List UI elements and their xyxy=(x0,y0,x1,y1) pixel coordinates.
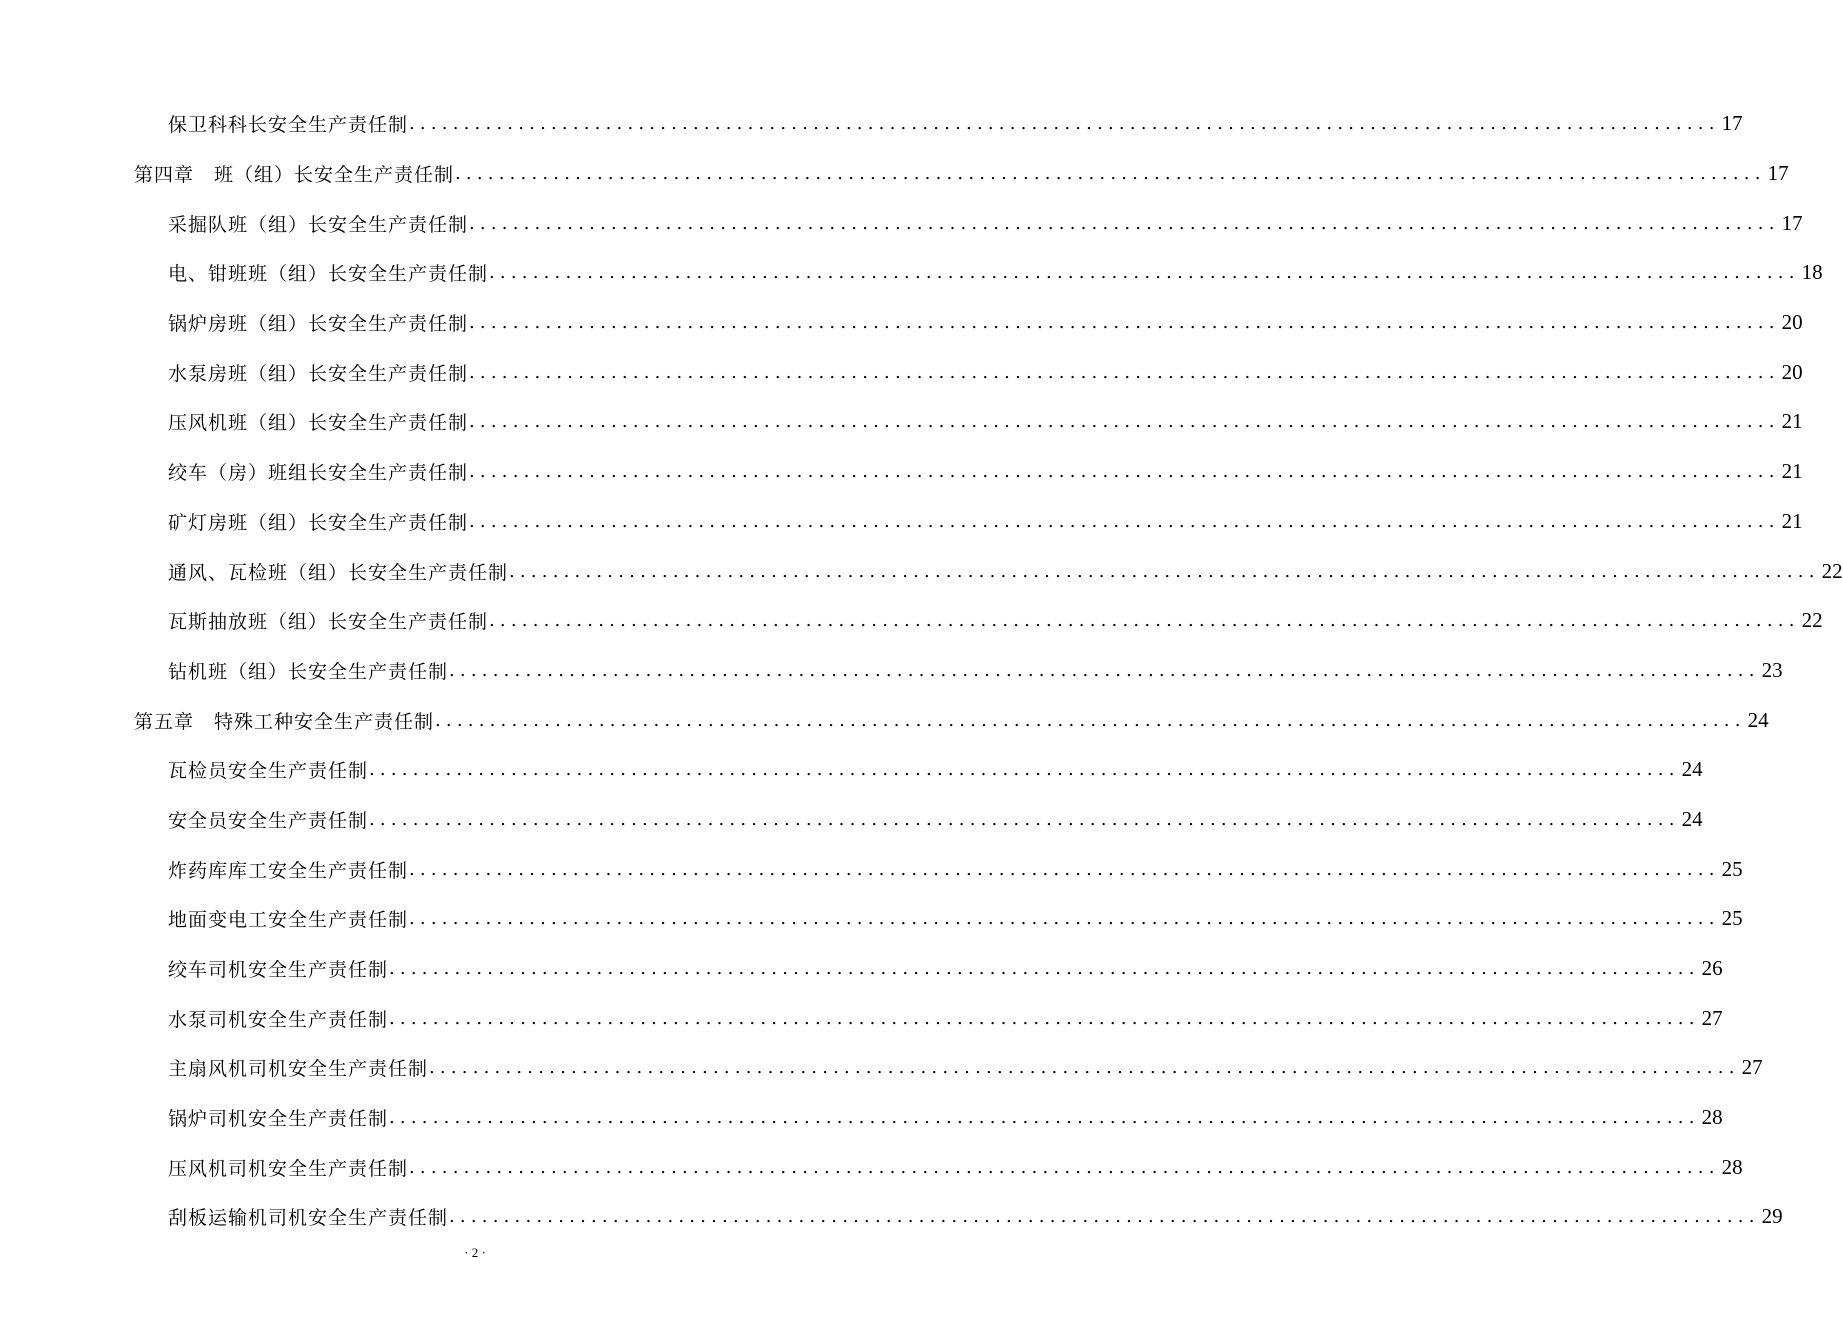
toc-dot-leader: ........................................................................................................................ xyxy=(509,560,1820,582)
toc-entry-page-number: 24 xyxy=(1681,806,1703,831)
toc-dot-leader: ........................................................................................................................ xyxy=(469,411,1780,433)
toc-entry-line xyxy=(134,695,1769,745)
toc-entry-title: 安全员安全生产责任制 xyxy=(168,809,369,832)
toc-dot-leader: ........................................................................................................................ xyxy=(435,709,1746,731)
toc-entry-page-number: 22 xyxy=(1821,558,1843,583)
toc-entry-title: 绞车（房）班组长安全生产责任制 xyxy=(168,462,469,485)
toc-entry-page-number: 24 xyxy=(1747,707,1769,732)
toc-dot-leader: ........................................................................................................................ xyxy=(469,361,1780,383)
toc-entry-line xyxy=(168,198,1803,248)
toc-entry-title: 水泵房班（组）长安全生产责任制 xyxy=(168,362,469,385)
toc-dot-leader: ........................................................................................................................ xyxy=(489,262,1800,284)
toc-section-entry[interactable] xyxy=(0,497,1803,547)
toc-entry-line xyxy=(168,397,1803,447)
toc-dot-leader: ........................................................................................................................ xyxy=(489,610,1800,632)
toc-entry-page-number: 21 xyxy=(1781,508,1803,533)
toc-entry-page-number: 24 xyxy=(1681,757,1703,782)
toc-entry-line xyxy=(168,894,1743,944)
toc-entry-line xyxy=(168,844,1743,894)
toc-entry-page-number: 28 xyxy=(1721,1154,1743,1179)
page-number: · 2 · xyxy=(464,1245,486,1260)
toc-entry-title: 主扇风机司机安全生产责任制 xyxy=(168,1058,429,1081)
toc-entry-line xyxy=(168,993,1723,1043)
toc-section-entry[interactable] xyxy=(0,447,1803,497)
toc-dot-leader: ........................................................................................................................ xyxy=(409,1156,1720,1178)
toc-entry-title: 第四章 班（组）长安全生产责任制 xyxy=(134,164,455,187)
toc-section-entry[interactable] xyxy=(0,1093,1723,1143)
toc-entry-title: 瓦斯抽放班（组）长安全生产责任制 xyxy=(168,611,489,634)
toc-entry-page-number: 22 xyxy=(1801,608,1823,633)
toc-entry-line xyxy=(168,795,1703,845)
toc-entry-title: 通风、瓦检班（组）长安全生产责任制 xyxy=(168,561,509,584)
toc-section-entry[interactable] xyxy=(0,596,1823,646)
toc-section-entry[interactable] xyxy=(0,99,1743,149)
toc-section-entry[interactable] xyxy=(0,397,1803,447)
toc-entry-page-number: 17 xyxy=(1767,161,1789,186)
toc-entry-title: 第五章 特殊工种安全生产责任制 xyxy=(134,710,435,733)
toc-section-entry[interactable] xyxy=(0,646,1783,696)
toc-section-entry[interactable] xyxy=(0,1043,1763,1093)
toc-entry-line xyxy=(168,745,1703,795)
toc-entry-line xyxy=(168,99,1743,149)
toc-section-entry[interactable] xyxy=(0,944,1723,994)
toc-entry-title: 地面变电工安全生产责任制 xyxy=(168,909,409,932)
toc-dot-leader: ........................................................................................................................ xyxy=(469,510,1780,532)
toc-entry-line xyxy=(168,347,1803,397)
toc-entry-title: 采掘队班（组）长安全生产责任制 xyxy=(168,213,469,236)
toc-entry-title: 刮板运输机司机安全生产责任制 xyxy=(168,1207,449,1230)
toc-section-entry[interactable] xyxy=(0,1142,1743,1192)
toc-entry-line xyxy=(168,1093,1723,1143)
toc-entry-page-number: 21 xyxy=(1781,459,1803,484)
toc-entry-title: 压风机班（组）长安全生产责任制 xyxy=(168,412,469,435)
toc-entry-page-number: 17 xyxy=(1721,111,1743,136)
toc-entry-line xyxy=(168,596,1823,646)
toc-dot-leader: ........................................................................................................................ xyxy=(409,858,1720,880)
toc-dot-leader: ........................................................................................................................ xyxy=(469,461,1780,483)
toc-entry-line xyxy=(168,447,1803,497)
toc-entry-title: 瓦检员安全生产责任制 xyxy=(168,760,369,783)
toc-entry-line xyxy=(134,149,1789,199)
toc-entry-line xyxy=(168,1142,1743,1192)
toc-entry-line xyxy=(168,1192,1783,1242)
toc-entry-line xyxy=(168,546,1843,596)
toc-dot-leader: ........................................................................................................................ xyxy=(449,659,1760,681)
toc-section-entry[interactable] xyxy=(0,546,1843,596)
toc-section-entry[interactable] xyxy=(0,1192,1783,1242)
toc-entry-title: 水泵司机安全生产责任制 xyxy=(168,1008,389,1031)
toc-section-entry[interactable] xyxy=(0,795,1703,845)
toc-entry-title: 钻机班（组）长安全生产责任制 xyxy=(168,660,449,683)
toc-chapter-entry[interactable] xyxy=(0,149,1789,199)
toc-entry-title: 保卫科科长安全生产责任制 xyxy=(168,114,409,137)
toc-entry-page-number: 27 xyxy=(1701,1005,1723,1030)
toc-section-entry[interactable] xyxy=(0,844,1743,894)
toc-section-entry[interactable] xyxy=(0,993,1723,1043)
toc-entry-line xyxy=(168,248,1823,298)
toc-dot-leader: ........................................................................................................................ xyxy=(389,958,1700,980)
toc-dot-leader: ........................................................................................................................ xyxy=(455,163,1766,185)
toc-entry-line xyxy=(168,646,1783,696)
toc-entry-page-number: 28 xyxy=(1701,1105,1723,1130)
toc-entry-line xyxy=(168,944,1723,994)
toc-entry-page-number: 27 xyxy=(1741,1055,1763,1080)
toc-dot-leader: ........................................................................................................................ xyxy=(469,312,1780,334)
toc-entry-page-number: 18 xyxy=(1801,260,1823,285)
table-of-contents xyxy=(0,99,1843,1242)
toc-entry-line xyxy=(168,298,1803,348)
toc-entry-page-number: 29 xyxy=(1761,1204,1783,1229)
toc-entry-title: 炸药库库工安全生产责任制 xyxy=(168,859,409,882)
toc-dot-leader: ........................................................................................................................ xyxy=(389,1107,1700,1129)
toc-dot-leader: ........................................................................................................................ xyxy=(449,1206,1760,1228)
toc-dot-leader: ........................................................................................................................ xyxy=(409,113,1720,135)
toc-entry-line xyxy=(168,497,1803,547)
toc-entry-title: 矿灯房班（组）长安全生产责任制 xyxy=(168,511,469,534)
toc-section-entry[interactable] xyxy=(0,248,1823,298)
toc-dot-leader: ........................................................................................................................ xyxy=(429,1057,1740,1079)
toc-section-entry[interactable] xyxy=(0,894,1743,944)
toc-dot-leader: ........................................................................................................................ xyxy=(369,759,1680,781)
toc-dot-leader: ........................................................................................................................ xyxy=(469,212,1780,234)
toc-entry-title: 压风机司机安全生产责任制 xyxy=(168,1157,409,1180)
toc-entry-page-number: 25 xyxy=(1721,856,1743,881)
toc-entry-line xyxy=(168,1043,1763,1093)
toc-entry-page-number: 17 xyxy=(1781,210,1803,235)
toc-entry-title: 锅炉司机安全生产责任制 xyxy=(168,1108,389,1131)
toc-section-entry[interactable] xyxy=(0,198,1803,248)
toc-dot-leader: ........................................................................................................................ xyxy=(409,908,1720,930)
toc-section-entry[interactable] xyxy=(0,347,1803,397)
toc-entry-page-number: 23 xyxy=(1761,657,1783,682)
toc-chapter-entry[interactable] xyxy=(0,695,1769,745)
toc-entry-page-number: 20 xyxy=(1781,359,1803,384)
toc-dot-leader: ........................................................................................................................ xyxy=(389,1007,1700,1029)
toc-entry-title: 锅炉房班（组）长安全生产责任制 xyxy=(168,313,469,336)
toc-entry-page-number: 26 xyxy=(1701,956,1723,981)
toc-dot-leader: ........................................................................................................................ xyxy=(369,808,1680,830)
toc-entry-title: 绞车司机安全生产责任制 xyxy=(168,959,389,982)
toc-entry-page-number: 21 xyxy=(1781,409,1803,434)
toc-entry-page-number: 25 xyxy=(1721,906,1743,931)
toc-entry-title: 电、钳班班（组）长安全生产责任制 xyxy=(168,263,489,286)
toc-entry-page-number: 20 xyxy=(1781,310,1803,335)
toc-section-entry[interactable] xyxy=(0,298,1803,348)
toc-section-entry[interactable] xyxy=(0,745,1703,795)
